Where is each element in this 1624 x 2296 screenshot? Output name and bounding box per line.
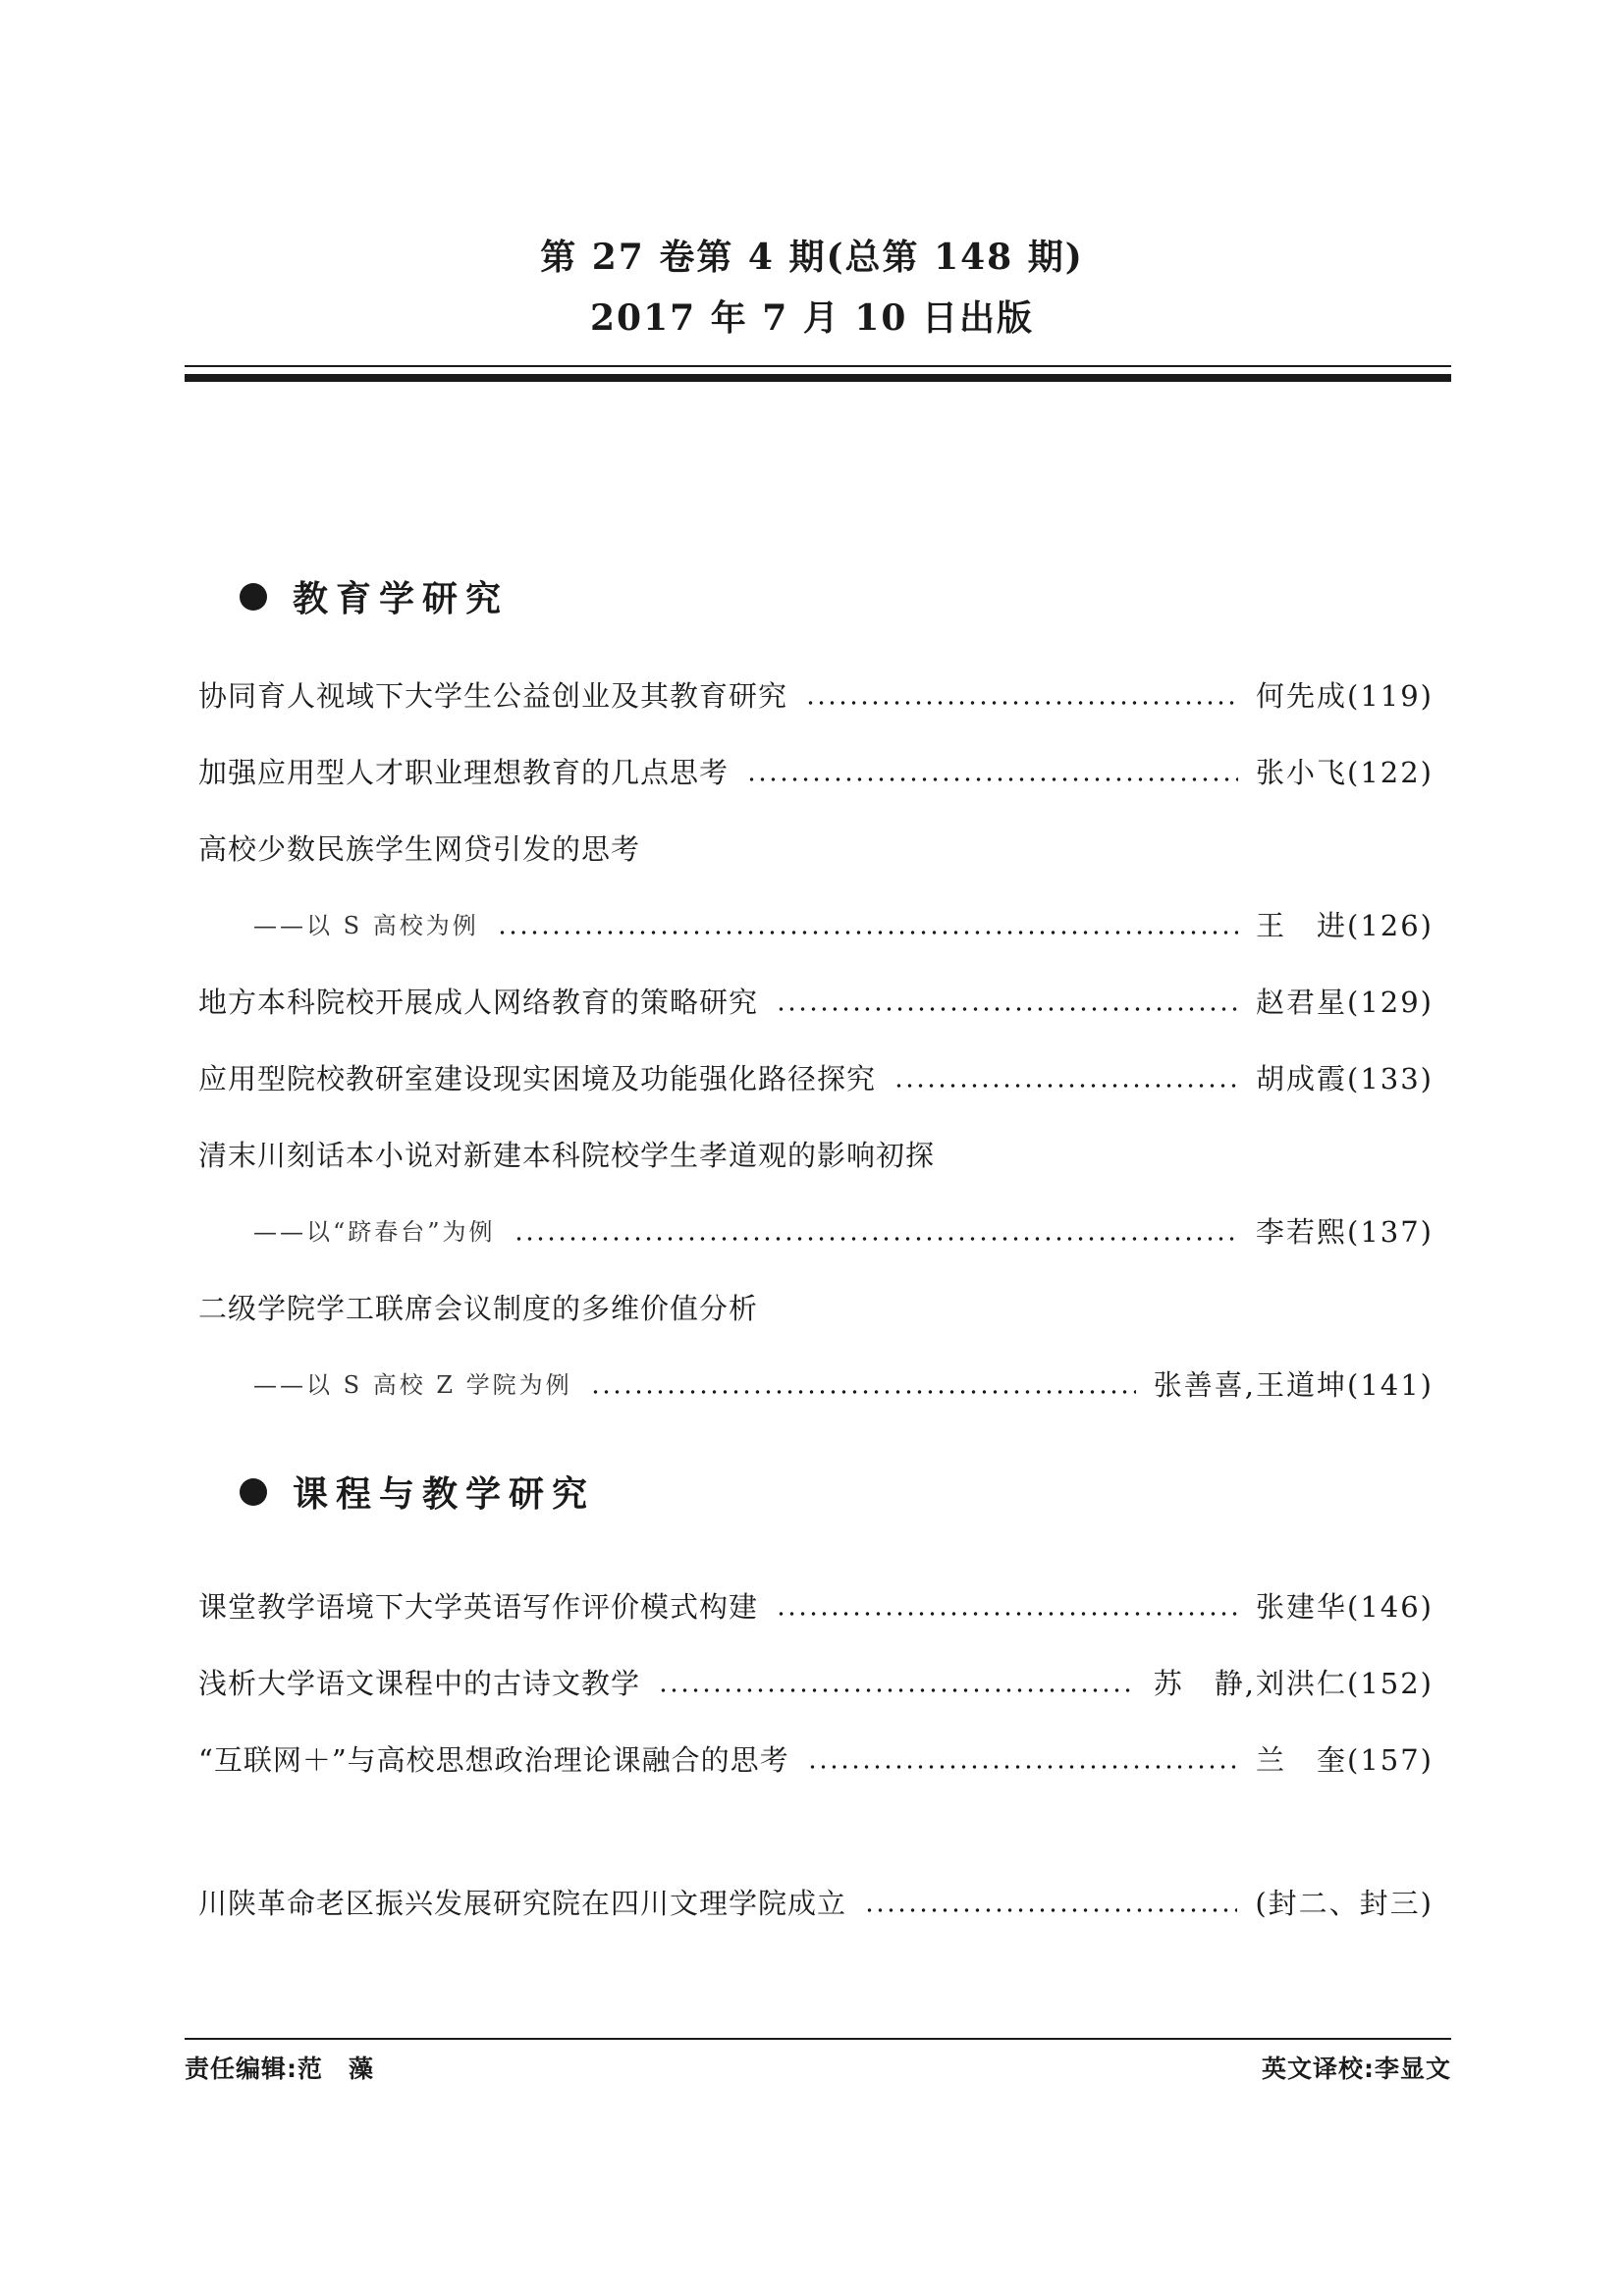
entry-author-page: 苏 静,刘洪仁(152) [1153, 1667, 1434, 1700]
toc-entry[interactable] [198, 1131, 1434, 1180]
entry-author-page: 兰 奎(157) [1256, 1743, 1434, 1777]
dot-leader [776, 1612, 1238, 1616]
entry-author-page: (封二、封三) [1255, 1887, 1434, 1920]
entry-subtitle: ——以“跻春台”为例 [253, 1218, 496, 1246]
dot-leader [514, 1237, 1238, 1241]
entry-title: 清末川刻话本小说对新建本科院校学生孝道观的影响初探 [198, 1139, 936, 1172]
entry-subtitle: ——以 S 高校为例 [253, 912, 479, 939]
footer-rule [185, 2038, 1451, 2040]
header-rule-thick [185, 374, 1451, 382]
english-proofreader: 英文译校:李显文 [1262, 2055, 1451, 2083]
issue-header [0, 228, 1624, 347]
section-title-curriculum [240, 1467, 595, 1517]
issue-number: 第 27 卷第 4 期(总第 148 期) [540, 237, 1084, 278]
toc-entry[interactable] [198, 1659, 1434, 1708]
entry-author-page: 张小飞(122) [1256, 756, 1434, 789]
dot-leader [893, 1084, 1238, 1088]
entry-author-page: 张建华(146) [1256, 1590, 1434, 1624]
toc-entry[interactable] [198, 978, 1434, 1027]
dot-leader [590, 1390, 1136, 1394]
toc-entry[interactable] [198, 1284, 1434, 1333]
entry-title: 应用型院校教研室建设现实困境及功能强化路径探究 [198, 1062, 877, 1095]
toc-notice-entry[interactable] [198, 1879, 1434, 1928]
entry-title: 协同育人视域下大学生公益创业及其教育研究 [198, 679, 788, 713]
entry-title: 二级学院学工联席会议制度的多维价值分析 [198, 1292, 759, 1325]
toc-entry[interactable] [198, 825, 1434, 874]
section-title-text: 课程与教学研究 [293, 1473, 596, 1515]
section-title-text: 教育学研究 [293, 578, 510, 619]
dot-leader [658, 1688, 1136, 1692]
bullet-icon [240, 1478, 267, 1506]
entry-title: 课堂教学语境下大学英语写作评价模式构建 [198, 1590, 759, 1624]
entry-title: 浅析大学语文课程中的古诗文教学 [198, 1667, 641, 1700]
entry-title: 高校少数民族学生网贷引发的思考 [198, 832, 641, 866]
entry-title: 川陕革命老区振兴发展研究院在四川文理学院成立 [198, 1887, 847, 1920]
toc-subentry[interactable] [253, 1207, 1434, 1256]
entry-author-page: 胡成霞(133) [1256, 1062, 1434, 1095]
entry-author-page: 何先成(119) [1256, 679, 1434, 713]
section-title-education [240, 571, 509, 621]
entry-author-page: 王 进(126) [1256, 909, 1434, 942]
toc-subentry[interactable] [253, 901, 1434, 950]
entry-author-page: 张善喜,王道坤(141) [1153, 1368, 1434, 1402]
dot-leader [497, 931, 1238, 934]
entry-title: “互联网＋”与高校思想政治理论课融合的思考 [198, 1743, 789, 1777]
dot-leader [805, 701, 1238, 705]
toc-entry[interactable] [198, 1054, 1434, 1103]
entry-title: 地方本科院校开展成人网络教育的策略研究 [198, 986, 759, 1019]
toc-entry[interactable] [198, 1735, 1434, 1785]
toc-entry[interactable] [198, 671, 1434, 721]
publication-date: 2017 年 7 月 10 日出版 [589, 297, 1034, 339]
entry-title: 加强应用型人才职业理想教育的几点思考 [198, 756, 730, 789]
toc-subentry[interactable] [253, 1361, 1434, 1410]
dot-leader [746, 777, 1238, 781]
entry-author-page: 李若熙(137) [1256, 1215, 1434, 1249]
responsible-editor: 责任编辑:范 藻 [185, 2055, 374, 2083]
toc-entry[interactable] [198, 748, 1434, 797]
toc-entry[interactable] [198, 1582, 1434, 1631]
header-rule-thin [185, 365, 1451, 367]
dot-leader [807, 1765, 1238, 1769]
entry-author-page: 赵君星(129) [1256, 986, 1434, 1019]
dot-leader [776, 1007, 1238, 1011]
dot-leader [864, 1908, 1237, 1912]
entry-subtitle: ——以 S 高校 Z 学院为例 [253, 1371, 572, 1399]
bullet-icon [240, 583, 267, 611]
